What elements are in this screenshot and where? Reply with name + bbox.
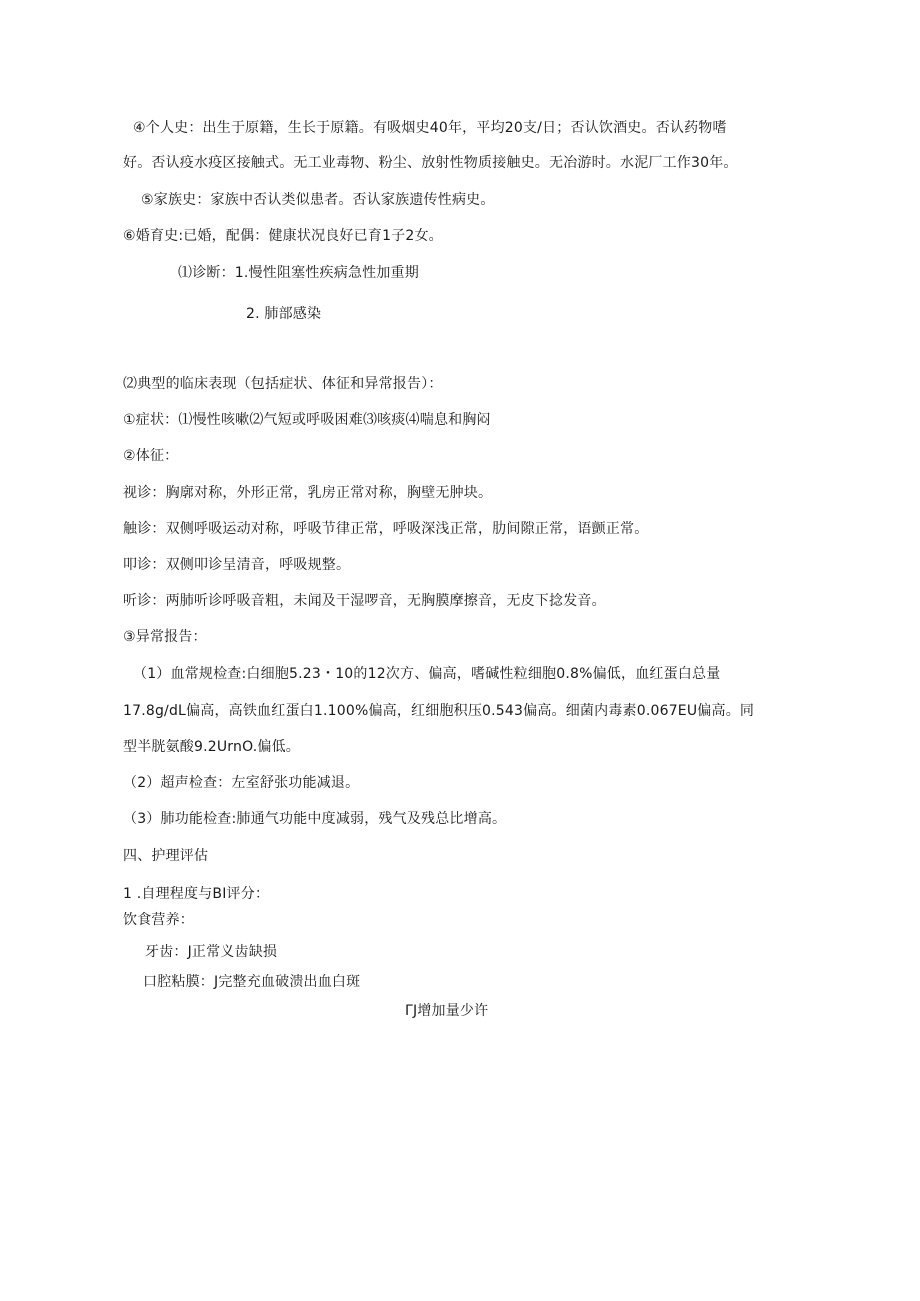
signs-heading: ②体征： (123, 448, 179, 464)
personal-history-line-1: ④个人史：出生于原籍，生长于原籍。有吸烟史40年，平均20支/日；否认饮酒史。否认药物嗜 (133, 120, 727, 136)
teeth-status: 牙齿：J正常义齿缺损 (145, 944, 278, 960)
family-history: ⑤家族史：家族中否认类似患者。否认家族遗传性病史。 (141, 192, 495, 208)
diagnosis-item-2: 2. 肺部感染 (246, 306, 322, 322)
oral-mucosa-status: 口腔粘膜：J完整充血破溃出血白斑 (143, 974, 361, 990)
diet-nutrition: 饮食营养： (123, 912, 194, 928)
sputum-status: ΓJ增加量少许 (405, 1003, 489, 1019)
percussion: 叩诊：双侧叩诊呈清音，呼吸规整。 (123, 557, 351, 573)
auscultation: 听诊：两肺听诊呼吸音粗，未闻及干湿啰音，无胸膜摩擦音，无皮下捻发音。 (123, 593, 606, 609)
self-care-score: 1 .自理程度与BI评分： (123, 886, 270, 902)
inspection: 视诊：胸廓对称，外形正常，乳房正常对称，胸壁无肿块。 (123, 485, 493, 501)
personal-history-line-2: 好。否认疫水疫区接触式。无工业毒物、粉尘、放射性物质接触史。无冶游时。水泥厂工作30年。 (123, 155, 738, 171)
palpation: 触诊：双侧呼吸运动对称，呼吸节律正常，呼吸深浅正常，肋间隙正常，语颤正常。 (123, 521, 649, 537)
blood-test-line-1: （1）血常规检查:白细胞5.23・10的12次方、偏高，嗜碱性粒细胞0.8%偏低，血红蛋白总量 (133, 666, 721, 682)
blood-test-line-2: 17.8g∕dL偏高，高铁血红蛋白1.100%偏高，红细胞积压0.543偏高。细菌内毒素0.067EU偏高。同 (123, 703, 755, 719)
symptoms: ①症状：⑴慢性咳嗽⑵气短或呼吸困难⑶咳痰⑷喘息和胸闷 (123, 412, 491, 428)
ultrasound-exam: （2）超声检查：左室舒张功能减退。 (123, 775, 360, 791)
nursing-assessment-heading: 四、护理评估 (123, 848, 209, 864)
marital-history: ⑥婚育史:已婚，配偶：健康状况良好已育1子2女。 (123, 228, 443, 244)
diagnosis-item-1: ⑴诊断：1.慢性阻塞性疾病急性加重期 (178, 265, 419, 281)
lung-function-exam: （3）肺功能检查:肺通气功能中度减弱，残气及残总比增高。 (123, 811, 507, 827)
clinical-heading: ⑵典型的临床表现（包括症状、体征和异常报告）： (123, 376, 443, 392)
blood-test-line-3: 型半胱氨酸9.2UrnO.偏低。 (123, 739, 300, 755)
abnormal-heading: ③异常报告： (123, 629, 207, 645)
